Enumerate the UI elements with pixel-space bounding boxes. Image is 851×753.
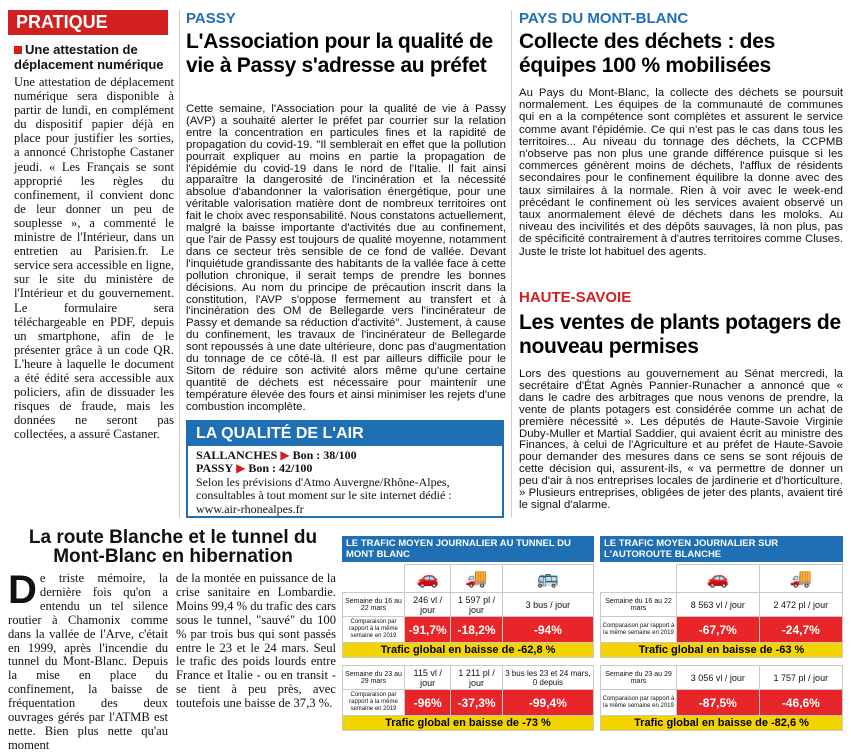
autoroute-week2-pct: -46,6% — [759, 690, 842, 716]
pratique-tag: PRATIQUE — [8, 10, 168, 35]
hautesavoie-article — [519, 289, 843, 512]
tunnel-col1: De triste mémoire, la dernière fois qu'on a entendu un tel silence routier à Chamonix comme dans la vallée de l'Arve, c'était en 1999, après l'incendie du tunnel du Mont-Blanc. Depuis la mise en place du confinement, la baisse de fréquentation des deux ouvrages gérés par l'ATMB est nette. Bien plus nette qu'au moment — [8, 568, 168, 752]
sallanches-value: Bon : 38/100 — [292, 448, 357, 462]
autoroute-compare-label: Comparaison par rapport à la même semaine en 2019 — [601, 617, 677, 643]
hautesavoie-headline: Les ventes de plants potagers de nouveau permises — [519, 311, 841, 358]
tunnel-traffic-table — [342, 536, 594, 731]
passy-value: Bon : 42/100 — [248, 461, 313, 476]
passy-label: PASSY — [196, 461, 234, 476]
tunnel-week2-value: 1 211 pl / jour — [451, 666, 502, 690]
autoroute-week1-pct: -67,7% — [677, 617, 760, 643]
tunnel-compare-label: Comparaison par rapport à la même semaine en 2019 — [343, 690, 405, 716]
tunnel-week1-pct: -94% — [502, 617, 593, 643]
tunnel-col2: de la montée en puissance de la crise sanitaire en Lombardie. Moins 99,4 % du trafic des cars sous le tunnel, "sauvé" du 100 % par trois bus qui sont passés entre le 23 et le 24 mars. Seul le trafic des poids lourds entre France et Italie - ou en transit - se tient à peu près, avec toutefois une baisse de 37,3 %. — [176, 571, 336, 711]
passy-headline: L'Association pour la qualité de vie à Passy s'adresse au préfet — [186, 30, 493, 77]
tunnel-week2-global: Trafic global en baisse de -73 % — [343, 716, 594, 731]
tunnel-week1-value: 246 vl / jour — [405, 593, 451, 617]
tunnel-week1-value: 3 bus / jour — [502, 593, 593, 617]
tunnel-dropcap: D — [8, 568, 37, 612]
hautesavoie-body: Lors des questions au gouvernement au Sénat mercredi, la secrétaire d'État Agnès Pannier-Runacher a annoncé que « dans le cadre des arbitrages que nous venons de prendre, la vente de plants potagers est considérée comme un achat de première nécessité ». Les députés de Haute-Savoie Virginie Duby-Muller et Martial Saddier, qui avaient écrit au ministre des Finances, à celui de l'Agriculture et au préfet de Haute-Savoie pour demander des mesures dans ce sens se sont réjouis de cette décision qui, assurent-ils, « va permettre de donner un peu d'air à nos entreprises locales de jardinerie et d'horticulture. » Plusieurs entreprises, obligées de jeter des plants, avaient tiré le signal d'alarme. — [519, 368, 843, 511]
truck-icon: 🚚 — [451, 565, 502, 593]
autoroute-table-title: LE TRAFIC MOYEN JOURNALIER SUR L'AUTOROUTE BLANCHE — [600, 536, 843, 562]
bus-icon: 🚌 — [502, 565, 593, 593]
tunnel-week2-value: 115 vl / jour — [405, 666, 451, 690]
autoroute-week1-global: Trafic global en baisse de -63 % — [601, 643, 843, 658]
air-quality-link[interactable]: www.air-rhonealpes.fr — [196, 501, 304, 516]
autoroute-week2-value: 1 757 pl / jour — [759, 666, 842, 690]
montblanc-headline: Collecte des déchets : des équipes 100 % mobilisées — [519, 30, 775, 77]
passy-body: Cette semaine, l'Association pour la qualité de vie à Passy (AVP) a souhaité alerter le préfet par courrier sur la relation entre la concentration en particules fines et la rapidité de propagation du covid-19. "Il semblerait en effet que la pollution pourrait expliquer au moins en partie la propagation de l'épidémie du covid-19 dans le nord de l'Italie. Il fait ainsi apparaître la dangerosité de l'incinération et la nécessité absolue d'abandonner la valorisation énergétique, pour une véritable valorisation matière dont de nombreux territoires ont fait le choix avec responsabilité. Nous constatons actuellement, malgré la baisse importante d'activités due au confinement, que l'air de Passy est toujours de qualité moyenne, notamment dans ce secteur très sensible de ce fond de vallée. Devant l'inquiétude grandissante des habitants de la vallée face à cette pollution chronique, il serait temps de prendre les bonnes décisions. Au nom du principe de précaution inscrit dans la constitution, l'AVP s'oppose fermement au transfert et à l'incinération des OM de Bellegarde vers l'incinérateur de Passy et demande sa réduction d'activité". Justement, à cause du confinement, les travaux de l'incinérateur de Bellegarde sont repoussés à une date ultérieure, donc pas d'augmentation du tonnage de ce côté-là. Il est par ailleurs difficile pour le Sitom de réduire son activité alors même qu'une certaine quantité de déchets est nécessaire pour maintenir une température élevée des fours et ainsi minimiser les rejets d'une combustion incomplète. — [186, 103, 506, 413]
tunnel-week1-value: 1 597 pl / jour — [451, 593, 502, 617]
autoroute-week1-value: 2 472 pl / jour — [759, 593, 842, 617]
sallanches-label: SALLANCHES — [196, 448, 278, 462]
red-square-icon — [14, 46, 22, 54]
tunnel-week1-label: Semaine du 16 au 22 mars — [343, 593, 405, 617]
autoroute-traffic-table — [600, 536, 843, 731]
montblanc-article — [519, 10, 843, 258]
tunnel-week2-pct: -37,3% — [451, 690, 502, 716]
passy-article — [186, 10, 506, 414]
tunnel-article — [8, 528, 338, 566]
air-quality-box — [186, 420, 504, 518]
arrow-right-icon: ▶ — [280, 448, 290, 462]
column-divider — [511, 10, 512, 518]
pratique-column — [14, 42, 174, 441]
tunnel-week2-pct: -96% — [405, 690, 451, 716]
autoroute-week1-pct: -24,7% — [759, 617, 842, 643]
autoroute-week1-label: Semaine du 16 au 22 mars — [601, 593, 677, 617]
air-quality-title: LA QUALITÉ DE L'AIR — [188, 422, 502, 446]
tunnel-week2-label: Semaine du 23 au 29 mars — [343, 666, 405, 690]
tunnel-week1-pct: -18,2% — [451, 617, 502, 643]
tunnel-compare-label: Comparaison par rapport à la même semaine en 2019 — [343, 617, 405, 643]
car-icon: 🚗 — [405, 565, 451, 593]
montblanc-body: Au Pays du Mont-Blanc, la collecte des déchets se poursuit normalement. Les équipes de la communauté de communes qui en a la compétence sont complètes et assurent le service comme avant l'épidémie. Ce qui n'est pas le cas dans tous les territoires... Au niveau du tonnage des déchets, la CCPMB n'observe pas non plus une grande différence puisque si les commerces génèrent moins de déchets, l'afflux de résidents secondaires pour le confinement équilibre la donne avec des taux similaires à la normale. Rien à voir avec le week-end précédant le confinement où les services avaient observé un taux anormalement élevé de déchets dans les moloks. Au niveau des incivilités et des dépôts sauvages, là non plus, pas de spécificité contrairement à d'autres territoires comme Cluses. Juste le triste lot habituel des agents. — [519, 87, 843, 258]
autoroute-compare-label: Comparaison par rapport à la même semaine en 2019 — [601, 690, 677, 716]
tunnel-week2-pct: -99,4% — [502, 690, 593, 716]
autoroute-week2-label: Semaine du 23 au 29 mars — [601, 666, 677, 690]
tunnel-week1-global: Trafic global en baisse de -62,8 % — [343, 643, 594, 658]
passy-section-label: PASSY — [186, 10, 236, 27]
tunnel-week2-value: 3 bus les 23 et 24 mars, 0 depuis — [502, 666, 593, 690]
truck-icon: 🚚 — [759, 565, 842, 593]
autoroute-week2-global: Trafic global en baisse de -82,6 % — [601, 716, 843, 731]
tunnel-week1-pct: -91,7% — [405, 617, 451, 643]
autoroute-week2-pct: -87,5% — [677, 690, 760, 716]
tunnel-table-title: LE TRAFIC MOYEN JOURNALIER AU TUNNEL DU MONT BLANC — [342, 536, 594, 562]
air-quality-note: Selon les prévisions d'Atmo Auvergne/Rhône-Alpes, consultables à tout moment sur le site internet dédié : — [196, 474, 452, 503]
tunnel-headline: La route Blanche et le tunnel du Mont-Blanc en hibernation — [28, 527, 318, 567]
pratique-subtitle: Une attestation de déplacement numérique — [14, 42, 164, 72]
hautesavoie-section-label: HAUTE-SAVOIE — [519, 289, 632, 306]
arrow-right-icon: ▶ — [236, 461, 246, 476]
column-divider — [179, 10, 180, 518]
autoroute-week2-value: 3 056 vl / jour — [677, 666, 760, 690]
pratique-body: Une attestation de déplacement numérique sera disponible à partir de lundi, en complément du dispositif papier déjà en place pour justifier les sorties, a annoncé Christophe Castaner jeudi. « Les Français se sont approprié les règles du confinement, il convient donc de leur donner un peu de souplesse », a commenté le ministre de l'Intérieur, dans un entretien au Parisien.fr. Le service sera accessible en ligne, sur le site du ministère de l'Intérieur et du gouvernement. Le formulaire sera téléchargeable en PDF, depuis un smartphone, afin de le présenter grâce à un code QR. L'heure à laquelle le document a été édité sera accessible aux policiers, afin de dissuader les risques de fraude, mais les données ne seront pas collectées, a assuré Castaner. — [14, 75, 174, 442]
autoroute-week1-value: 8 563 vl / jour — [677, 593, 760, 617]
montblanc-section-label: PAYS DU MONT-BLANC — [519, 10, 689, 27]
car-icon: 🚗 — [677, 565, 760, 593]
